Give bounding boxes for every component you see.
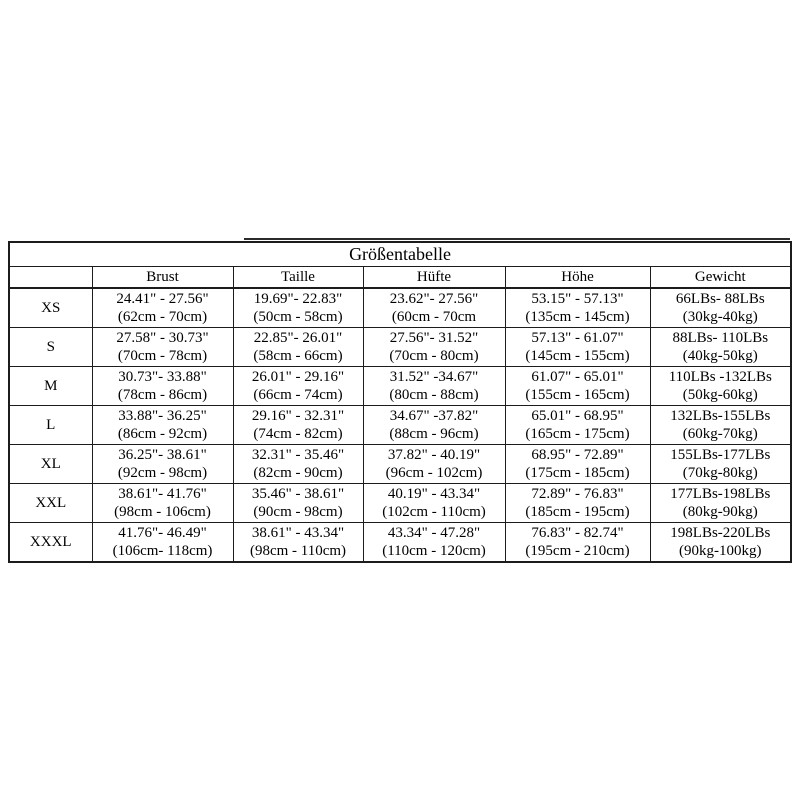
range-inches: 38.61"- 41.76" [118, 486, 207, 502]
measure-cell [92, 288, 233, 328]
range-inches: 41.76"- 46.49" [118, 525, 207, 541]
title-row [9, 242, 791, 267]
range-cm: (66cm - 74cm) [253, 387, 343, 403]
measure-cell [505, 406, 650, 445]
measure-cell [363, 328, 505, 367]
range-inches: 26.01" - 29.16" [251, 369, 345, 385]
range-cm: (92cm - 98cm) [117, 465, 208, 481]
range-inches: 43.34" - 47.28" [387, 525, 481, 541]
col-header-brust: Brust [92, 267, 233, 289]
measure-cell [92, 484, 233, 523]
range-cm: (90kg-100kg) [679, 543, 762, 559]
measure-cell [233, 367, 363, 406]
measure-cell [233, 523, 363, 563]
size-label: S [9, 328, 92, 367]
measure-cell [505, 328, 650, 367]
range-cm: (90cm - 98cm) [253, 504, 343, 520]
measure-cell [363, 445, 505, 484]
measure-cell [363, 484, 505, 523]
range-cm: (195cm - 210cm) [525, 543, 630, 559]
range-inches: 37.82" - 40.19" [387, 447, 481, 463]
range-inches: 32.31" - 35.46" [251, 447, 345, 463]
range-cm: (50kg-60kg) [682, 387, 758, 403]
measure-cell [650, 367, 791, 406]
range-inches: 177LBs-198LBs [670, 486, 771, 502]
range-inches: 23.62"- 27.56" [389, 291, 479, 307]
range-inches: 29.16" - 32.31" [251, 408, 345, 424]
col-header-taille: Taille [233, 267, 363, 289]
range-cm: (135cm - 145cm) [525, 309, 630, 325]
range-inches: 24.41" - 27.56" [116, 291, 209, 307]
size-label: XXXL [9, 523, 92, 563]
range-inches: 68.95" - 72.89" [531, 447, 624, 463]
range-inches: 53.15" - 57.13" [531, 291, 624, 307]
range-cm: (82cm - 90cm) [253, 465, 343, 481]
size-label: XXL [9, 484, 92, 523]
measure-cell [92, 445, 233, 484]
measure-cell [505, 445, 650, 484]
size-label: XS [9, 288, 92, 328]
col-header-huefte: Hüfte [363, 267, 505, 289]
measure-cell [650, 484, 791, 523]
range-inches: 27.56"- 31.52" [389, 330, 479, 346]
range-inches: 33.88"- 36.25" [118, 408, 207, 424]
range-cm: (86cm - 92cm) [117, 426, 208, 442]
corner-cell [9, 267, 92, 289]
range-cm: (106cm- 118cm) [112, 543, 213, 559]
table-title: Größentabelle [9, 242, 791, 267]
range-inches: 38.61" - 43.34" [251, 525, 345, 541]
measure-cell [233, 484, 363, 523]
range-inches: 132LBs-155LBs [670, 408, 771, 424]
range-inches: 19.69"- 22.83" [253, 291, 343, 307]
size-label: XL [9, 445, 92, 484]
top-crop-line [244, 238, 790, 240]
range-inches: 198LBs-220LBs [670, 525, 771, 541]
range-inches: 110LBs -132LBs [668, 369, 772, 385]
measure-cell [92, 406, 233, 445]
measure-cell [363, 523, 505, 563]
range-inches: 36.25"- 38.61" [118, 447, 207, 463]
range-cm: (145cm - 155cm) [525, 348, 630, 364]
measure-cell [505, 484, 650, 523]
measure-cell [233, 328, 363, 367]
table-row [9, 288, 791, 328]
range-inches: 22.85"- 26.01" [253, 330, 343, 346]
range-inches: 30.73"- 33.88" [118, 369, 207, 385]
measure-cell [363, 367, 505, 406]
table-row [9, 523, 791, 563]
measure-cell [363, 406, 505, 445]
range-cm: (62cm - 70cm) [117, 309, 208, 325]
measure-cell [233, 406, 363, 445]
range-cm: (98cm - 110cm) [249, 543, 347, 559]
range-cm: (80kg-90kg) [682, 504, 758, 520]
range-inches: 66LBs- 88LBs [675, 291, 765, 307]
range-cm: (96cm - 102cm) [385, 465, 483, 481]
range-cm: (30kg-40kg) [682, 309, 758, 325]
range-cm: (60cm - 70cm [391, 309, 477, 325]
measure-cell [233, 445, 363, 484]
range-cm: (74cm - 82cm) [253, 426, 343, 442]
measure-cell [363, 288, 505, 328]
range-inches: 61.07" - 65.01" [531, 369, 624, 385]
range-cm: (175cm - 185cm) [525, 465, 630, 481]
range-inches: 155LBs-177LBs [670, 447, 771, 463]
range-cm: (185cm - 195cm) [525, 504, 630, 520]
measure-cell [92, 328, 233, 367]
table-row [9, 484, 791, 523]
range-cm: (78cm - 86cm) [117, 387, 208, 403]
range-cm: (88cm - 96cm) [389, 426, 479, 442]
measure-cell [650, 288, 791, 328]
measure-cell [650, 523, 791, 563]
measure-cell [92, 523, 233, 563]
range-cm: (40kg-50kg) [682, 348, 758, 364]
range-cm: (70kg-80kg) [682, 465, 758, 481]
measure-cell [650, 328, 791, 367]
range-inches: 88LBs- 110LBs [672, 330, 769, 346]
measure-cell [505, 523, 650, 563]
table-row [9, 367, 791, 406]
range-cm: (70cm - 80cm) [389, 348, 479, 364]
size-label: L [9, 406, 92, 445]
range-inches: 34.67" -37.82" [389, 408, 479, 424]
range-cm: (110cm - 120cm) [382, 543, 486, 559]
range-cm: (155cm - 165cm) [525, 387, 630, 403]
table-row [9, 445, 791, 484]
measure-cell [650, 406, 791, 445]
range-cm: (165cm - 175cm) [525, 426, 630, 442]
range-cm: (102cm - 110cm) [382, 504, 486, 520]
col-header-hoehe: Höhe [505, 267, 650, 289]
table-row [9, 328, 791, 367]
range-inches: 65.01" - 68.95" [531, 408, 624, 424]
range-cm: (60kg-70kg) [682, 426, 758, 442]
range-inches: 57.13" - 61.07" [531, 330, 624, 346]
table-row [9, 406, 791, 445]
range-cm: (58cm - 66cm) [253, 348, 343, 364]
range-inches: 76.83" - 82.74" [531, 525, 624, 541]
col-header-gewicht: Gewicht [650, 267, 791, 289]
measure-cell [650, 445, 791, 484]
header-row [9, 267, 791, 289]
measure-cell [233, 288, 363, 328]
measure-cell [505, 367, 650, 406]
range-inches: 35.46" - 38.61" [251, 486, 345, 502]
range-inches: 27.58" - 30.73" [116, 330, 209, 346]
range-cm: (98cm - 106cm) [114, 504, 211, 520]
range-cm: (80cm - 88cm) [389, 387, 479, 403]
range-inches: 31.52" -34.67" [389, 369, 479, 385]
size-chart-table [8, 241, 792, 563]
size-label: M [9, 367, 92, 406]
measure-cell [505, 288, 650, 328]
measure-cell [92, 367, 233, 406]
range-inches: 40.19" - 43.34" [387, 486, 481, 502]
range-cm: (70cm - 78cm) [117, 348, 208, 364]
range-inches: 72.89" - 76.83" [531, 486, 624, 502]
range-cm: (50cm - 58cm) [253, 309, 343, 325]
